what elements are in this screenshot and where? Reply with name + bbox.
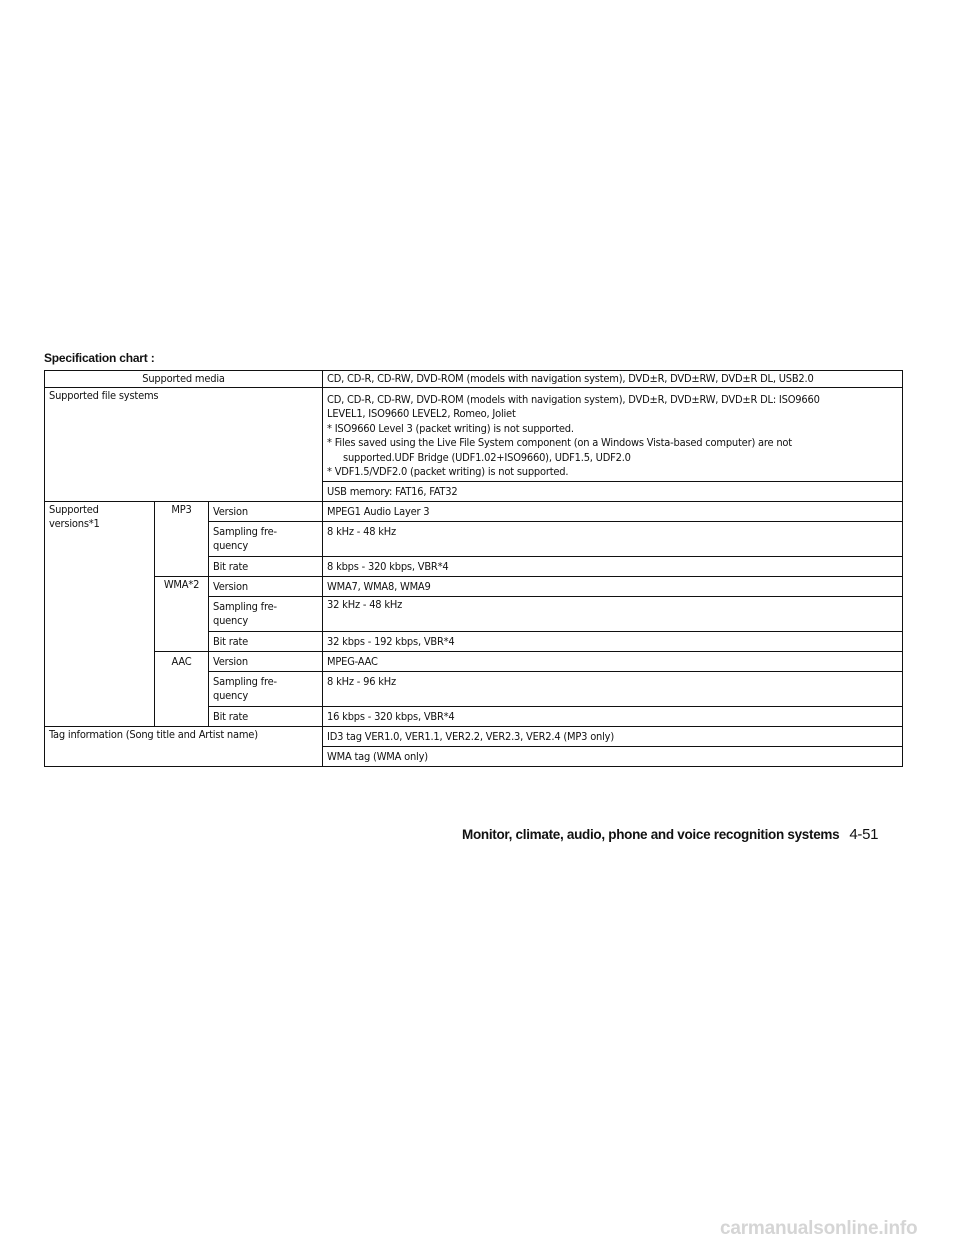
tag-wma-value: WMA tag (WMA only) xyxy=(323,747,903,767)
section-title: Specification chart : xyxy=(44,351,155,365)
aac-sampling-value: 8 kHz - 96 kHz xyxy=(323,672,903,707)
mp3-sampling-value: 8 kHz - 48 kHz xyxy=(323,522,903,557)
aac-label: AAC xyxy=(155,652,209,727)
supported-media-label: Supported media xyxy=(45,371,323,388)
supported-versions-label xyxy=(45,502,155,727)
wma-sampling-value: 32 kHz - 48 kHz xyxy=(323,597,903,632)
file-systems-value xyxy=(323,388,903,482)
mp3-version-value: MPEG1 Audio Layer 3 xyxy=(323,502,903,522)
mp3-sampling-label-line-2: quency xyxy=(213,539,249,553)
page-footer xyxy=(462,826,878,843)
table-row-aac-version xyxy=(45,652,903,672)
file-systems-line-3: * ISO9660 Level 3 (packet writing) is not supported. xyxy=(327,421,574,435)
table-row-tag-id3 xyxy=(45,727,903,747)
wma-version-label: Version xyxy=(209,577,323,597)
supported-versions-label-line-1: Supported xyxy=(49,503,99,517)
page-number: 4-51 xyxy=(849,826,879,843)
file-systems-line-5: supported.UDF Bridge (UDF1.02+ISO9660), UDF1.5, UDF2.0 xyxy=(343,450,631,464)
aac-version-label: Version xyxy=(209,652,323,672)
wma-sampling-label-line-1: Sampling fre- xyxy=(213,600,277,614)
mp3-label: MP3 xyxy=(155,502,209,577)
wma-sampling-label-line-2: quency xyxy=(213,614,249,628)
wma-bitrate-value: 32 kbps - 192 kbps, VBR*4 xyxy=(323,632,903,652)
tag-info-label: Tag information (Song title and Artist name) xyxy=(45,727,323,767)
footer-section-title: Monitor, climate, audio, phone and voice recognition systems xyxy=(462,827,840,842)
aac-sampling-label-line-1: Sampling fre- xyxy=(213,675,277,689)
specification-table xyxy=(44,370,903,767)
mp3-version-label: Version xyxy=(209,502,323,522)
wma-label: WMA*2 xyxy=(155,577,209,652)
file-systems-line-2: LEVEL1, ISO9660 LEVEL2, Romeo, Joliet xyxy=(327,407,516,421)
tag-id3-value: ID3 tag VER1.0, VER1.1, VER2.2, VER2.3, VER2.4 (MP3 only) xyxy=(323,727,903,747)
watermark: carmanualsonline.info xyxy=(720,1218,918,1239)
aac-version-value: MPEG-AAC xyxy=(323,652,903,672)
supported-versions-label-line-2: versions*1 xyxy=(49,517,100,531)
file-systems-line-1: CD, CD-R, CD-RW, DVD-ROM (models with navigation system), DVD±R, DVD±RW, DVD±R DL: ISO9660 xyxy=(327,393,820,406)
aac-sampling-label-line-2: quency xyxy=(213,689,249,703)
aac-bitrate-label: Bit rate xyxy=(209,707,323,727)
table-row-wma-version xyxy=(45,577,903,597)
usb-memory-value: USB memory: FAT16, FAT32 xyxy=(323,482,903,502)
aac-bitrate-value: 16 kbps - 320 kbps, VBR*4 xyxy=(323,707,903,727)
wma-bitrate-label: Bit rate xyxy=(209,632,323,652)
supported-media-value: CD, CD-R, CD-RW, DVD-ROM (models with navigation system), DVD±R, DVD±RW, DVD±R DL, USB2.0 xyxy=(323,371,903,388)
table-row-mp3-version xyxy=(45,502,903,522)
mp3-bitrate-value: 8 kbps - 320 kbps, VBR*4 xyxy=(323,557,903,577)
table-row-file-systems xyxy=(45,388,903,482)
file-systems-line-6: * VDF1.5/VDF2.0 (packet writing) is not supported. xyxy=(327,465,569,479)
file-systems-line-4: * Files saved using the Live File System component (on a Windows Vista-based computer) are not xyxy=(327,436,792,450)
file-systems-label: Supported file systems xyxy=(45,388,323,502)
table-row-supported-media xyxy=(45,371,903,388)
mp3-sampling-label xyxy=(209,522,323,557)
mp3-sampling-label-line-1: Sampling fre- xyxy=(213,525,277,539)
wma-sampling-label xyxy=(209,597,323,632)
wma-version-value: WMA7, WMA8, WMA9 xyxy=(323,577,903,597)
mp3-bitrate-label: Bit rate xyxy=(209,557,323,577)
aac-sampling-label xyxy=(209,672,323,707)
